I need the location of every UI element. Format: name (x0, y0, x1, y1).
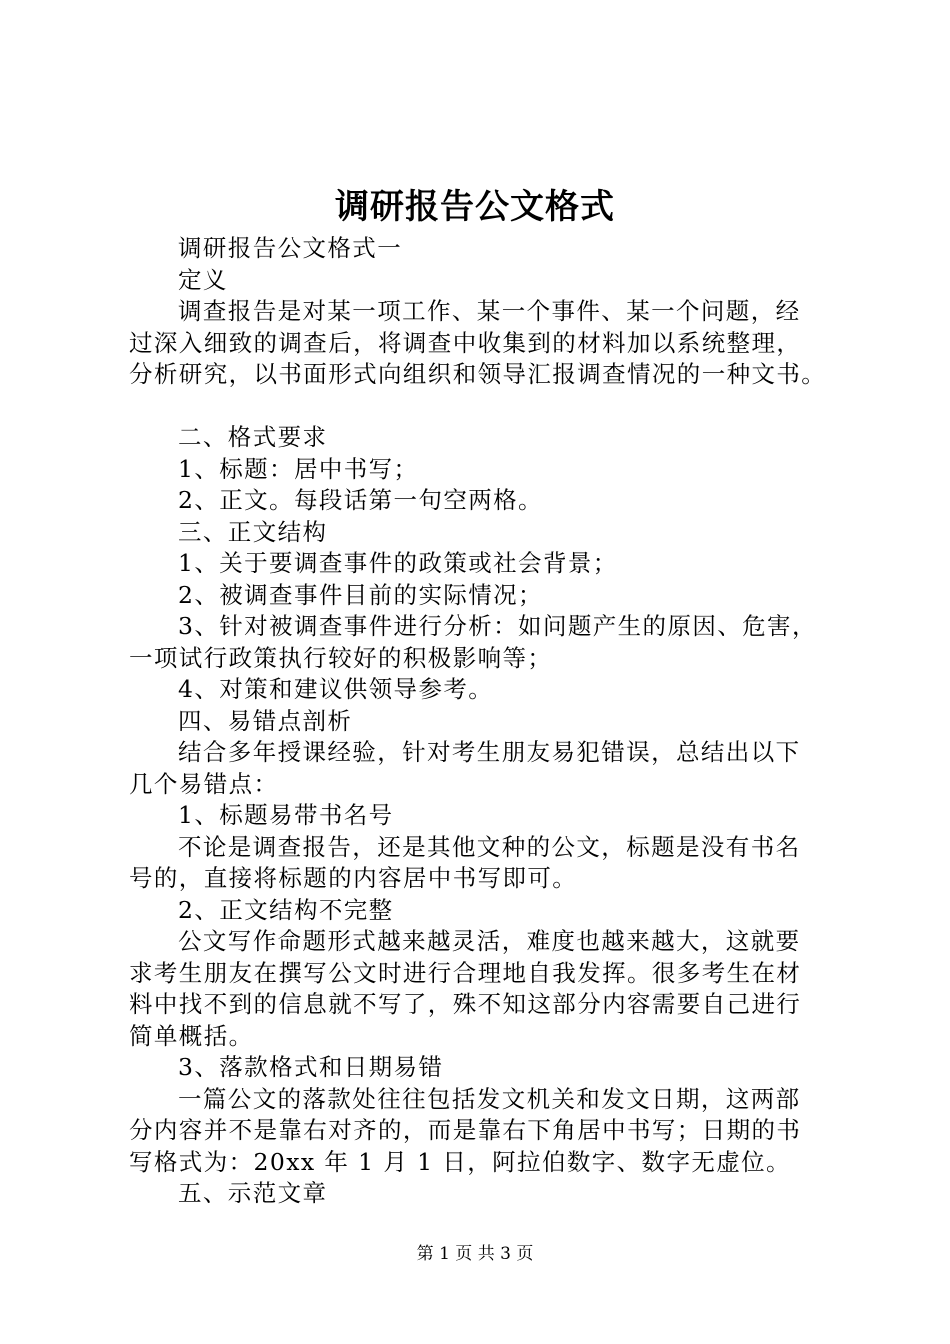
paragraph-line: 4、对策和建议供领导参考。 (178, 675, 494, 703)
paragraph-line: 调查报告是对某一项工作、某一个事件、某一个问题，经 (178, 297, 801, 325)
paragraph-line: 结合多年授课经验，针对考生朋友易犯错误，总结出以下 (178, 738, 801, 766)
paragraph-line: 简单概括。 (129, 1021, 254, 1050)
paragraph-line: 料中找不到的信息就不写了，殊不知这部分内容需要自己进行 (129, 990, 802, 1018)
paragraph-line: 写格式为：20xx 年 1 月 1 日，阿拉伯数字、数字无虚位。 (129, 1147, 791, 1176)
paragraph-line: 1、标题：居中书写； (178, 454, 419, 483)
paragraph-line: 调研报告公文格式一 (178, 234, 403, 262)
paragraph-line: 3、落款格式和日期易错 (178, 1053, 444, 1081)
paragraph-line: 过深入细致的调查后，将调查中收集到的材料加以系统整理， (129, 328, 802, 357)
paragraph-line: 2、正文结构不完整 (178, 895, 394, 924)
document-body (129, 233, 834, 1210)
paragraph-line: 不论是调查报告，还是其他文种的公文，标题是没有书名 (178, 832, 801, 861)
paragraph-line: 号的，直接将标题的内容居中书写即可。 (129, 864, 578, 892)
paragraph-line: 一篇公文的落款处往往包括发文机关和发文日期，这两部 (178, 1084, 801, 1113)
paragraph-line: 公文写作命题形式越来越灵活，难度也越来越大，这就要 (178, 927, 801, 955)
paragraph-line: 二、格式要求 (178, 423, 328, 451)
paragraph-line: 求考生朋友在撰写公文时进行合理地自我发挥。很多考生在材 (129, 958, 802, 987)
paragraph-line: 三、正文结构 (178, 517, 328, 546)
paragraph-line: 1、关于要调查事件的政策或社会背景； (178, 549, 618, 577)
paragraph-line: 2、正文。每段话第一句空两格。 (178, 486, 543, 514)
paragraph-line: 几个易错点： (129, 769, 279, 798)
paragraph-line: 一项试行政策执行较好的积极影响等； (129, 643, 553, 672)
document-title: 调研报告公文格式 (335, 187, 615, 227)
paragraph-line: 定义 (178, 265, 228, 294)
paragraph-line: 五、示范文章 (178, 1179, 328, 1207)
paragraph-line: 四、易错点剖析 (178, 706, 353, 735)
paragraph-line: 3、针对被调查事件进行分析：如问题产生的原因、危害， (178, 612, 817, 640)
paragraph-line: 1、标题易带书名号 (178, 801, 394, 829)
paragraph-line: 2、被调查事件目前的实际情况； (178, 580, 543, 609)
paragraph-line: 分内容并不是靠右对齐的，而是靠右下角居中书写；日期的书 (129, 1116, 802, 1144)
paragraph-line: 分析研究，以书面形式向组织和领导汇报调查情况的一种文书。 (129, 360, 827, 388)
blank-line (129, 391, 834, 423)
page-footer: 第 1 页 共 3 页 (416, 1244, 534, 1264)
